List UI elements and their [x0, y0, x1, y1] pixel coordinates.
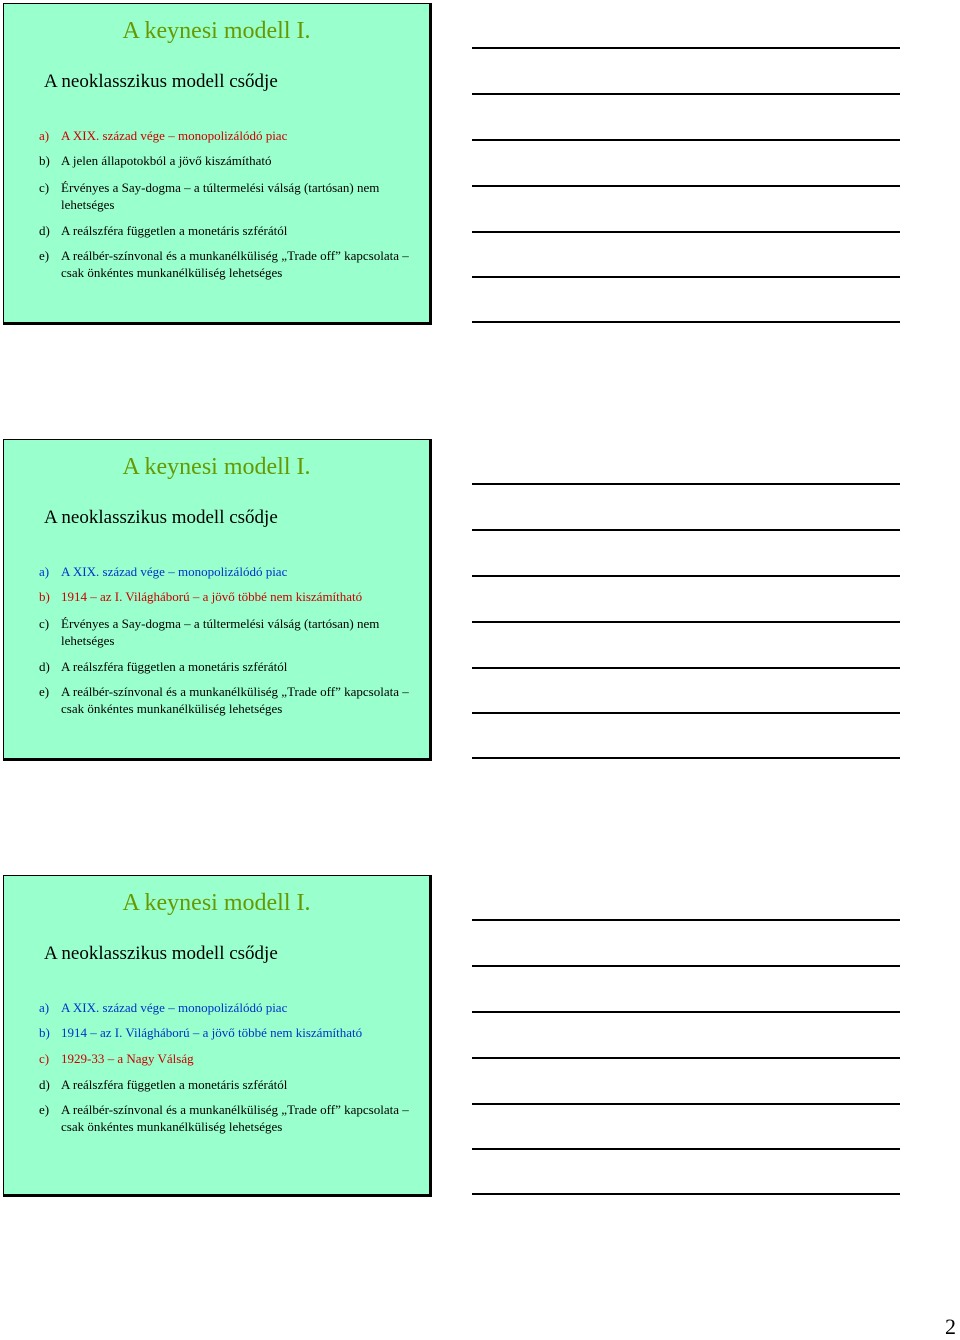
- note-line: [472, 1011, 900, 1013]
- item-text: 1914 – az I. Világháború – a jövő többé nem kiszámítható: [61, 589, 363, 604]
- slide-subtitle: A neoklasszikus modell csődje: [44, 943, 278, 964]
- item-label: a): [39, 128, 50, 143]
- item-text: 1929-33 – a Nagy Válság: [61, 1051, 194, 1066]
- slide-1: [3, 3, 432, 325]
- item-text: A XIX. század vége – monopolizálódó piac: [61, 128, 288, 143]
- item-label: e): [39, 684, 50, 699]
- item-label: e): [39, 248, 50, 263]
- item-text: A jelen állapotokból a jövő kiszámítható: [61, 153, 272, 168]
- note-line: [472, 757, 900, 759]
- item-label: d): [39, 1077, 50, 1092]
- item-text: Érvényes a Say-dogma – a túltermelési válság (tartósan) nem lehetséges: [61, 616, 380, 648]
- item-label: d): [39, 223, 50, 238]
- item-text: A XIX. század vége – monopolizálódó piac: [61, 564, 288, 579]
- slide-subtitle: A neoklasszikus modell csődje: [44, 507, 278, 528]
- note-line: [472, 529, 900, 531]
- item-label: d): [39, 659, 50, 674]
- note-line: [472, 575, 900, 577]
- item-label: a): [39, 564, 50, 579]
- slide-2: [3, 439, 432, 761]
- item-text: Érvényes a Say-dogma – a túltermelési válság (tartósan) nem lehetséges: [61, 180, 380, 212]
- note-line: [472, 47, 900, 49]
- slide-subtitle: A neoklasszikus modell csődje: [44, 71, 278, 92]
- note-line: [472, 276, 900, 278]
- note-line: [472, 483, 900, 485]
- item-text: A reálszféra független a monetáris szférától: [61, 223, 288, 238]
- note-line: [472, 1148, 900, 1150]
- slide-3: [3, 875, 432, 1197]
- item-label: c): [39, 616, 50, 631]
- item-text: 1914 – az I. Világháború – a jövő többé nem kiszámítható: [61, 1025, 363, 1040]
- slide-title: A keynesi modell I.: [122, 18, 311, 44]
- item-label: c): [39, 180, 50, 195]
- note-line: [472, 712, 900, 714]
- note-line: [472, 919, 900, 921]
- note-line: [472, 93, 900, 95]
- slide-title: A keynesi modell I.: [122, 890, 311, 916]
- page-number: 2: [945, 1314, 956, 1339]
- item-label: c): [39, 1051, 50, 1066]
- note-line: [472, 1103, 900, 1105]
- item-label: b): [39, 589, 50, 604]
- item-label: b): [39, 153, 50, 168]
- note-line: [472, 231, 900, 233]
- note-line: [472, 185, 900, 187]
- note-line: [472, 1057, 900, 1059]
- note-line: [472, 965, 900, 967]
- item-text: A reálbér-színvonal és a munkanélküliség „Trade off” kapcsolata – csak önkéntes munkanélküliség lehetséges: [61, 1102, 409, 1134]
- note-line: [472, 1193, 900, 1195]
- item-text: A reálbér-színvonal és a munkanélküliség „Trade off” kapcsolata – csak önkéntes munkanélküliség lehetséges: [61, 684, 409, 716]
- item-text: A XIX. század vége – monopolizálódó piac: [61, 1000, 288, 1015]
- item-label: e): [39, 1102, 50, 1117]
- item-label: b): [39, 1025, 50, 1040]
- note-line: [472, 667, 900, 669]
- note-line: [472, 139, 900, 141]
- slide-title: A keynesi modell I.: [122, 454, 311, 480]
- item-label: a): [39, 1000, 50, 1015]
- note-line: [472, 621, 900, 623]
- note-line: [472, 321, 900, 323]
- item-text: A reálszféra független a monetáris szférától: [61, 1077, 288, 1092]
- item-text: A reálszféra független a monetáris szférától: [61, 659, 288, 674]
- item-text: A reálbér-színvonal és a munkanélküliség „Trade off” kapcsolata – csak önkéntes munkanélküliség lehetséges: [61, 248, 409, 280]
